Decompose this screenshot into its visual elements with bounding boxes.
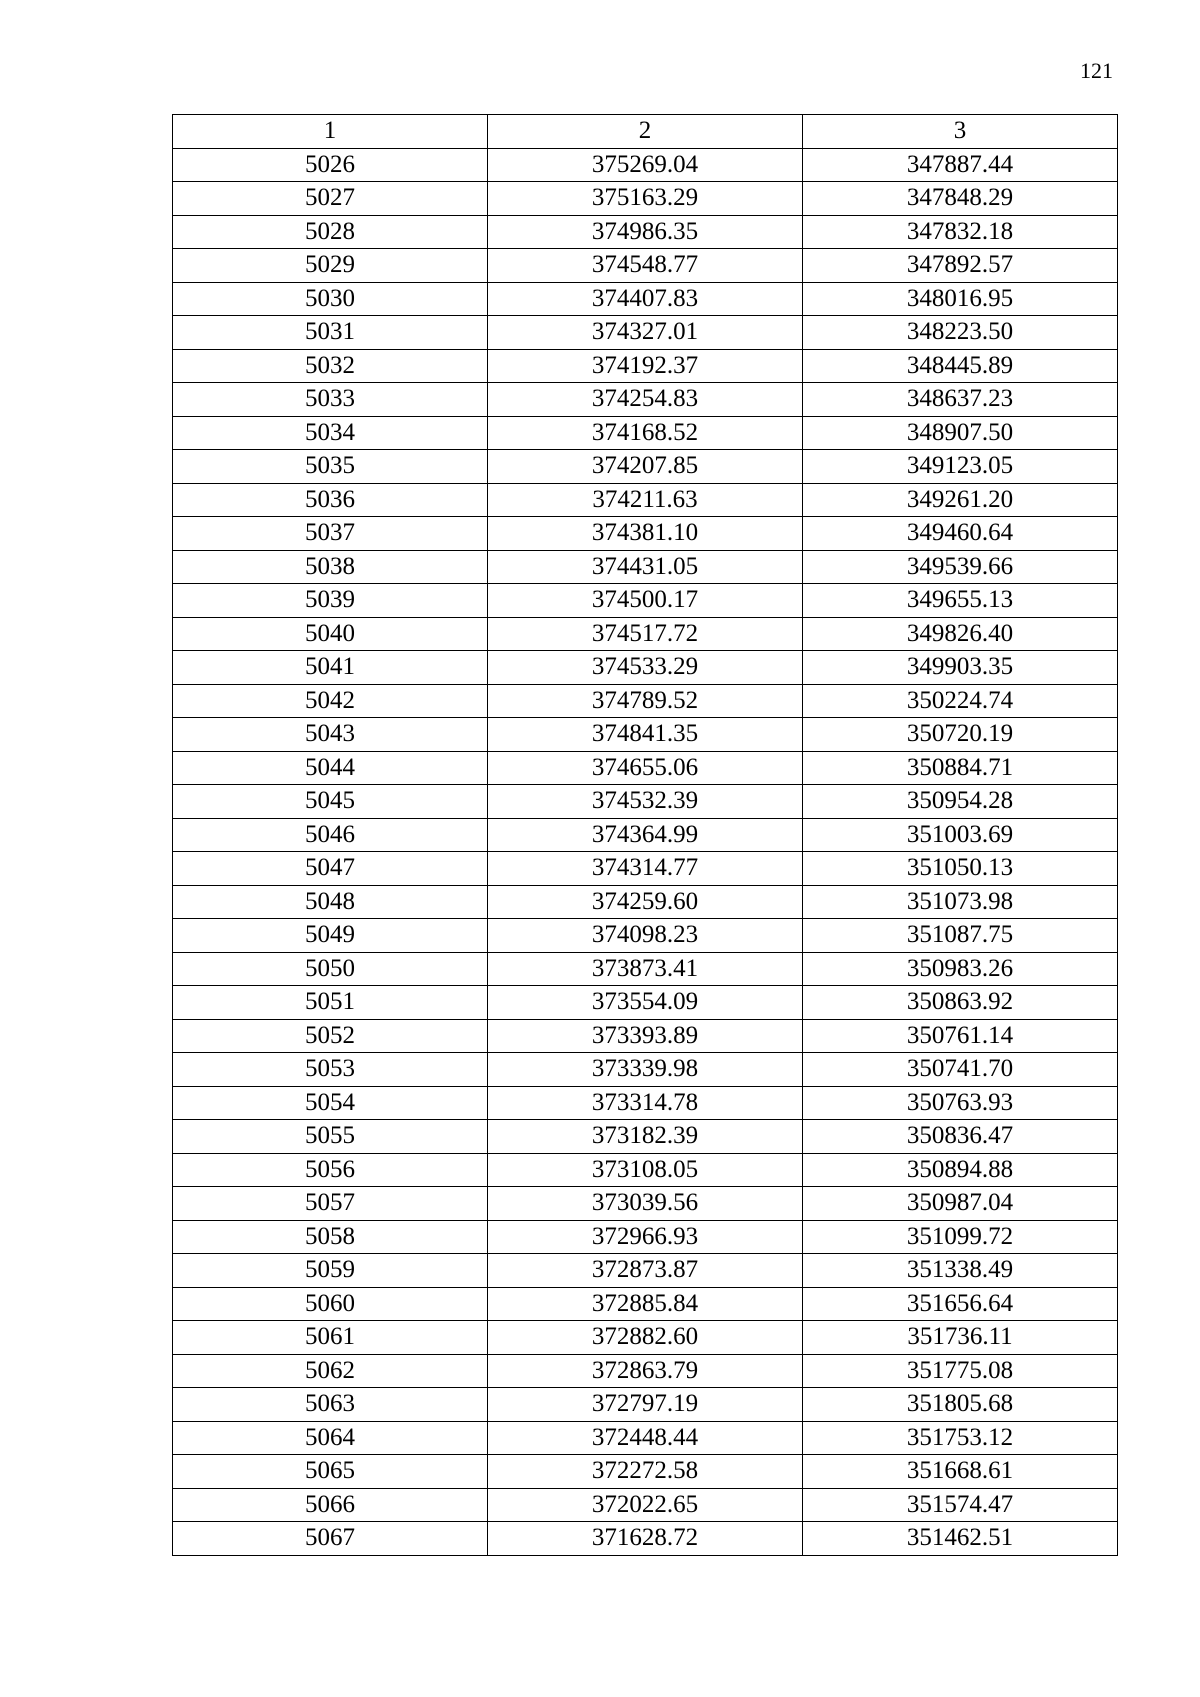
table-cell: 374407.83 xyxy=(488,282,803,316)
table-cell: 351050.13 xyxy=(803,852,1118,886)
table-row xyxy=(173,818,1118,852)
table-cell: 371628.72 xyxy=(488,1522,803,1556)
table-cell: 372272.58 xyxy=(488,1455,803,1489)
table-cell: 372966.93 xyxy=(488,1220,803,1254)
table-cell: 348445.89 xyxy=(803,349,1118,383)
table-cell: 374192.37 xyxy=(488,349,803,383)
table-row xyxy=(173,785,1118,819)
table-cell: 374986.35 xyxy=(488,215,803,249)
table-row xyxy=(173,483,1118,517)
table-cell: 374168.52 xyxy=(488,416,803,450)
table-cell: 374364.99 xyxy=(488,818,803,852)
table-cell: 351099.72 xyxy=(803,1220,1118,1254)
table-cell: 5048 xyxy=(173,885,488,919)
table-cell: 5047 xyxy=(173,852,488,886)
table-cell: 5040 xyxy=(173,617,488,651)
table-cell: 374327.01 xyxy=(488,316,803,350)
table-cell: 5044 xyxy=(173,751,488,785)
table-cell: 349903.35 xyxy=(803,651,1118,685)
table-cell: 5067 xyxy=(173,1522,488,1556)
table-cell: 374314.77 xyxy=(488,852,803,886)
table-cell: 372863.79 xyxy=(488,1354,803,1388)
table-cell: 351775.08 xyxy=(803,1354,1118,1388)
table-cell: 5043 xyxy=(173,718,488,752)
table-row xyxy=(173,1220,1118,1254)
table-row xyxy=(173,1421,1118,1455)
column-header: 1 xyxy=(173,115,488,149)
table-row xyxy=(173,1153,1118,1187)
table-cell: 348637.23 xyxy=(803,383,1118,417)
table-cell: 374548.77 xyxy=(488,249,803,283)
table-cell: 351805.68 xyxy=(803,1388,1118,1422)
table-cell: 374533.29 xyxy=(488,651,803,685)
table-cell: 350224.74 xyxy=(803,684,1118,718)
table-cell: 5064 xyxy=(173,1421,488,1455)
table-cell: 349826.40 xyxy=(803,617,1118,651)
table-cell: 350741.70 xyxy=(803,1053,1118,1087)
table-row xyxy=(173,550,1118,584)
table-cell: 350836.47 xyxy=(803,1120,1118,1154)
table-cell: 5033 xyxy=(173,383,488,417)
table-row xyxy=(173,416,1118,450)
table-cell: 5053 xyxy=(173,1053,488,1087)
table-cell: 374381.10 xyxy=(488,517,803,551)
table-cell: 5030 xyxy=(173,282,488,316)
table-cell: 5063 xyxy=(173,1388,488,1422)
table-cell: 374098.23 xyxy=(488,919,803,953)
table-row xyxy=(173,182,1118,216)
table-cell: 5059 xyxy=(173,1254,488,1288)
table-cell: 5062 xyxy=(173,1354,488,1388)
table-cell: 5038 xyxy=(173,550,488,584)
table-cell: 5058 xyxy=(173,1220,488,1254)
table-row xyxy=(173,852,1118,886)
table-cell: 374789.52 xyxy=(488,684,803,718)
table-cell: 375163.29 xyxy=(488,182,803,216)
table-row xyxy=(173,316,1118,350)
table-cell: 348016.95 xyxy=(803,282,1118,316)
table-cell: 374431.05 xyxy=(488,550,803,584)
table-cell: 351003.69 xyxy=(803,818,1118,852)
coordinates-table xyxy=(172,114,1118,1556)
table-cell: 372448.44 xyxy=(488,1421,803,1455)
table-cell: 374532.39 xyxy=(488,785,803,819)
table-cell: 350863.92 xyxy=(803,986,1118,1020)
table-cell: 351656.64 xyxy=(803,1287,1118,1321)
table-header-row xyxy=(173,115,1118,149)
table-cell: 372022.65 xyxy=(488,1488,803,1522)
table-row xyxy=(173,1321,1118,1355)
table-cell: 350954.28 xyxy=(803,785,1118,819)
table-cell: 373393.89 xyxy=(488,1019,803,1053)
table-cell: 347892.57 xyxy=(803,249,1118,283)
table-cell: 372885.84 xyxy=(488,1287,803,1321)
table-row xyxy=(173,1354,1118,1388)
table-cell: 5037 xyxy=(173,517,488,551)
table-cell: 373554.09 xyxy=(488,986,803,1020)
page-number: 121 xyxy=(1080,58,1113,83)
table-row xyxy=(173,651,1118,685)
table-cell: 5054 xyxy=(173,1086,488,1120)
table-cell: 374517.72 xyxy=(488,617,803,651)
table-row xyxy=(173,1120,1118,1154)
table-row xyxy=(173,1086,1118,1120)
table-cell: 5028 xyxy=(173,215,488,249)
table-row xyxy=(173,684,1118,718)
table-cell: 350761.14 xyxy=(803,1019,1118,1053)
table-row xyxy=(173,1254,1118,1288)
table-cell: 5066 xyxy=(173,1488,488,1522)
table-row xyxy=(173,450,1118,484)
table-cell: 5034 xyxy=(173,416,488,450)
table-cell: 372797.19 xyxy=(488,1388,803,1422)
table-row xyxy=(173,751,1118,785)
table-cell: 350720.19 xyxy=(803,718,1118,752)
table-cell: 5065 xyxy=(173,1455,488,1489)
table-cell: 374207.85 xyxy=(488,450,803,484)
table-cell: 373108.05 xyxy=(488,1153,803,1187)
table-cell: 374259.60 xyxy=(488,885,803,919)
table-cell: 5039 xyxy=(173,584,488,618)
table-cell: 5056 xyxy=(173,1153,488,1187)
table-row xyxy=(173,718,1118,752)
table-cell: 5049 xyxy=(173,919,488,953)
table-row xyxy=(173,885,1118,919)
table-cell: 375269.04 xyxy=(488,148,803,182)
table-row xyxy=(173,986,1118,1020)
table-cell: 350894.88 xyxy=(803,1153,1118,1187)
table-row xyxy=(173,1388,1118,1422)
table-cell: 348907.50 xyxy=(803,416,1118,450)
column-header: 2 xyxy=(488,115,803,149)
table-cell: 351736.11 xyxy=(803,1321,1118,1355)
table-cell: 5036 xyxy=(173,483,488,517)
table-row xyxy=(173,919,1118,953)
table-cell: 348223.50 xyxy=(803,316,1118,350)
table-cell: 5026 xyxy=(173,148,488,182)
table-row xyxy=(173,1522,1118,1556)
table-row xyxy=(173,1287,1118,1321)
table-cell: 5046 xyxy=(173,818,488,852)
table-cell: 374841.35 xyxy=(488,718,803,752)
table-cell: 349655.13 xyxy=(803,584,1118,618)
table-cell: 349261.20 xyxy=(803,483,1118,517)
table-row xyxy=(173,282,1118,316)
table-cell: 5060 xyxy=(173,1287,488,1321)
table-cell: 373182.39 xyxy=(488,1120,803,1154)
table-cell: 372873.87 xyxy=(488,1254,803,1288)
table-cell: 374254.83 xyxy=(488,383,803,417)
table-cell: 350983.26 xyxy=(803,952,1118,986)
table-row xyxy=(173,1455,1118,1489)
table-cell: 351462.51 xyxy=(803,1522,1118,1556)
table-cell: 351073.98 xyxy=(803,885,1118,919)
table-cell: 5035 xyxy=(173,450,488,484)
table-row xyxy=(173,517,1118,551)
table-cell: 5050 xyxy=(173,952,488,986)
table-cell: 5042 xyxy=(173,684,488,718)
table-cell: 351753.12 xyxy=(803,1421,1118,1455)
table-row xyxy=(173,1187,1118,1221)
table-cell: 5052 xyxy=(173,1019,488,1053)
table-cell: 347887.44 xyxy=(803,148,1118,182)
table-row xyxy=(173,349,1118,383)
table-cell: 350987.04 xyxy=(803,1187,1118,1221)
table-cell: 5055 xyxy=(173,1120,488,1154)
table-row xyxy=(173,215,1118,249)
table-row xyxy=(173,1019,1118,1053)
table-cell: 347832.18 xyxy=(803,215,1118,249)
table-cell: 5045 xyxy=(173,785,488,819)
table-cell: 350884.71 xyxy=(803,751,1118,785)
table-cell: 373314.78 xyxy=(488,1086,803,1120)
table-cell: 351668.61 xyxy=(803,1455,1118,1489)
table-cell: 5031 xyxy=(173,316,488,350)
table-row xyxy=(173,1488,1118,1522)
table-cell: 351338.49 xyxy=(803,1254,1118,1288)
table-cell: 5041 xyxy=(173,651,488,685)
table-cell: 351087.75 xyxy=(803,919,1118,953)
table-cell: 373873.41 xyxy=(488,952,803,986)
table-cell: 372882.60 xyxy=(488,1321,803,1355)
table-row xyxy=(173,148,1118,182)
table-row xyxy=(173,383,1118,417)
table-cell: 5029 xyxy=(173,249,488,283)
table-cell: 5057 xyxy=(173,1187,488,1221)
table-cell: 373039.56 xyxy=(488,1187,803,1221)
table-cell: 349539.66 xyxy=(803,550,1118,584)
table-row xyxy=(173,249,1118,283)
table-cell: 351574.47 xyxy=(803,1488,1118,1522)
table-cell: 374211.63 xyxy=(488,483,803,517)
table-cell: 373339.98 xyxy=(488,1053,803,1087)
table-cell: 5061 xyxy=(173,1321,488,1355)
table-cell: 350763.93 xyxy=(803,1086,1118,1120)
table-cell: 374655.06 xyxy=(488,751,803,785)
table-cell: 374500.17 xyxy=(488,584,803,618)
table-row xyxy=(173,617,1118,651)
table-cell: 5032 xyxy=(173,349,488,383)
table-row xyxy=(173,1053,1118,1087)
table-cell: 5027 xyxy=(173,182,488,216)
table-cell: 349460.64 xyxy=(803,517,1118,551)
table-cell: 349123.05 xyxy=(803,450,1118,484)
table-row xyxy=(173,952,1118,986)
table-body xyxy=(173,148,1118,1555)
table-cell: 347848.29 xyxy=(803,182,1118,216)
column-header: 3 xyxy=(803,115,1118,149)
table-cell: 5051 xyxy=(173,986,488,1020)
table-row xyxy=(173,584,1118,618)
